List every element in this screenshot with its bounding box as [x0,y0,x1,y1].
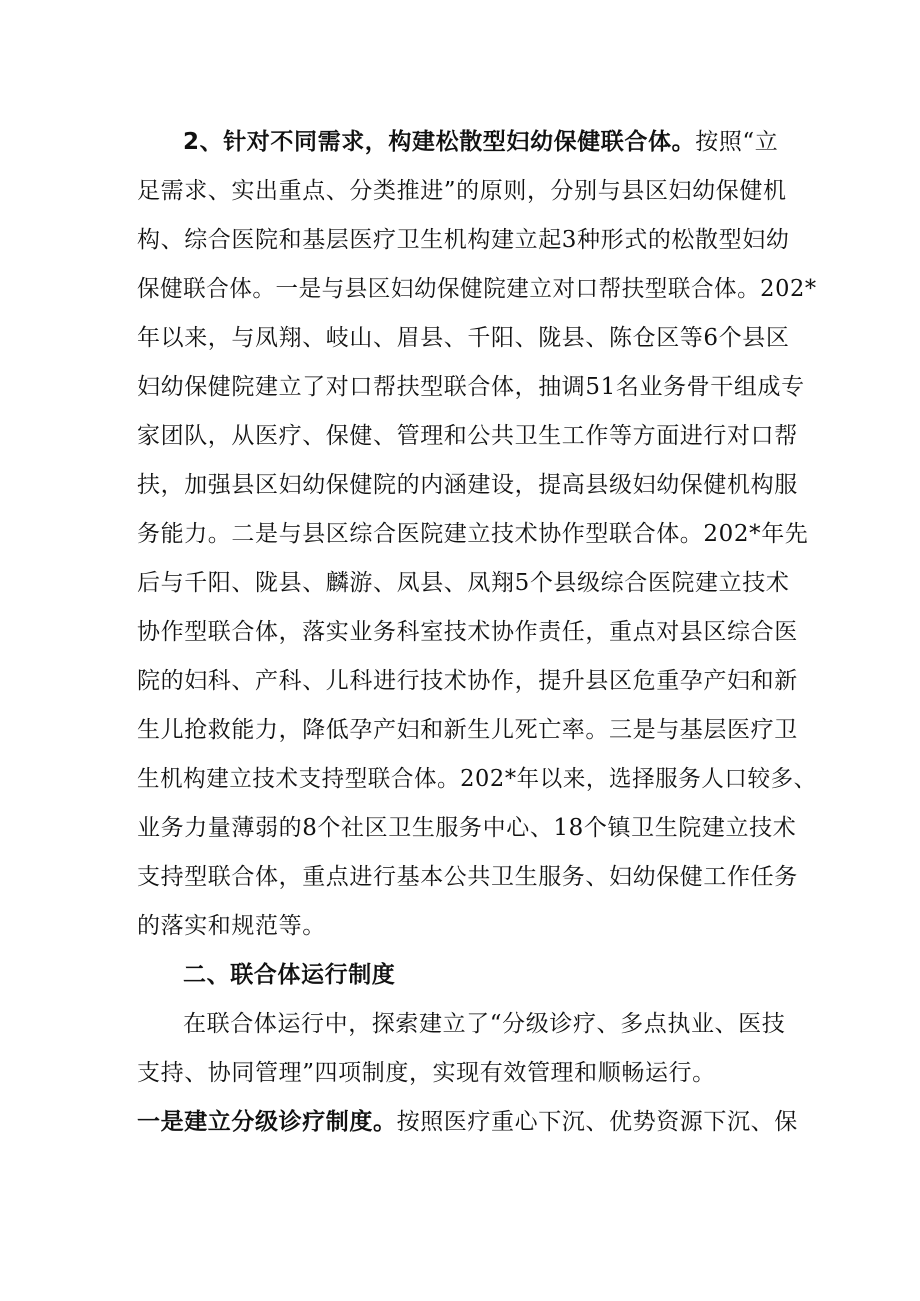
paragraph-3-line-1 [137,1104,817,1140]
paragraph-1-line-3: 构、综合医院和基层医疗卫生机构建立起3种形式的松散型妇幼 [137,227,790,253]
paragraph-1-line-14: 生机构建立技术支持型联合体。202*年以来，选择服务人口较多、 [137,766,817,792]
paragraph-1-bold-lead: 2、针对不同需求，构建松散型妇幼保健联合体。 [183,129,696,155]
paragraph-1-line-12: 院的妇科、产科、儿科进行技术协作，提升县区危重孕产妇和新 [137,668,798,694]
paragraph-1-line-1 [183,124,863,160]
paragraph-1-line-10: 后与千阳、陇县、麟游、凤县、凤翔5个县级综合医院建立技术 [137,570,790,596]
paragraph-1-line-13: 生儿抢救能力，降低孕产妇和新生儿死亡率。三是与基层医疗卫 [137,717,798,743]
paragraph-1-line-8: 扶，加强县区妇幼保健院的内涵建设，提高县级妇幼保健机构服 [137,472,798,498]
paragraph-3-text: 按照医疗重心下沉、优势资源下沉、保 [396,1109,798,1135]
paragraph-1-line-5: 年以来，与凤翔、岐山、眉县、千阳、陇县、陈仓区等6个县区 [137,325,790,351]
paragraph-1-line-17: 的落实和规范等。 [137,913,326,939]
paragraph-1-text: 按照“立 [695,129,779,155]
paragraph-2-line-2: 支持、协同管理”四项制度，实现有效管理和顺畅运行。 [137,1060,716,1086]
paragraph-2-line-1: 在联合体运行中，探索建立了“分级诊疗、多点执业、医技 [183,1011,786,1037]
paragraph-3-bold-lead: 一是建立分级诊疗制度。 [137,1109,397,1135]
section-heading: 二、联合体运行制度 [183,962,396,988]
paragraph-1-line-2: 足需求、实出重点、分类推进”的原则，分别与县区妇幼保健机 [137,178,787,204]
paragraph-1-line-7: 家团队，从医疗、保健、管理和公共卫生工作等方面进行对口帮 [137,423,798,449]
paragraph-1-line-9: 务能力。二是与县区综合医院建立技术协作型联合体。202*年先 [137,521,809,547]
paragraph-1-line-11: 协作型联合体，落实业务科室技术协作责任，重点对县区综合医 [137,619,798,645]
paragraph-1-line-16: 支持型联合体，重点进行基本公共卫生服务、妇幼保健工作任务 [137,864,798,890]
paragraph-1-line-4: 保健联合体。一是与县区妇幼保健院建立对口帮扶型联合体。202* [137,276,817,302]
paragraph-1-line-15: 业务力量薄弱的8个社区卫生服务中心、18个镇卫生院建立技术 [137,815,797,841]
paragraph-1-line-6: 妇幼保健院建立了对口帮扶型联合体，抽调51名业务骨干组成专 [137,374,805,400]
